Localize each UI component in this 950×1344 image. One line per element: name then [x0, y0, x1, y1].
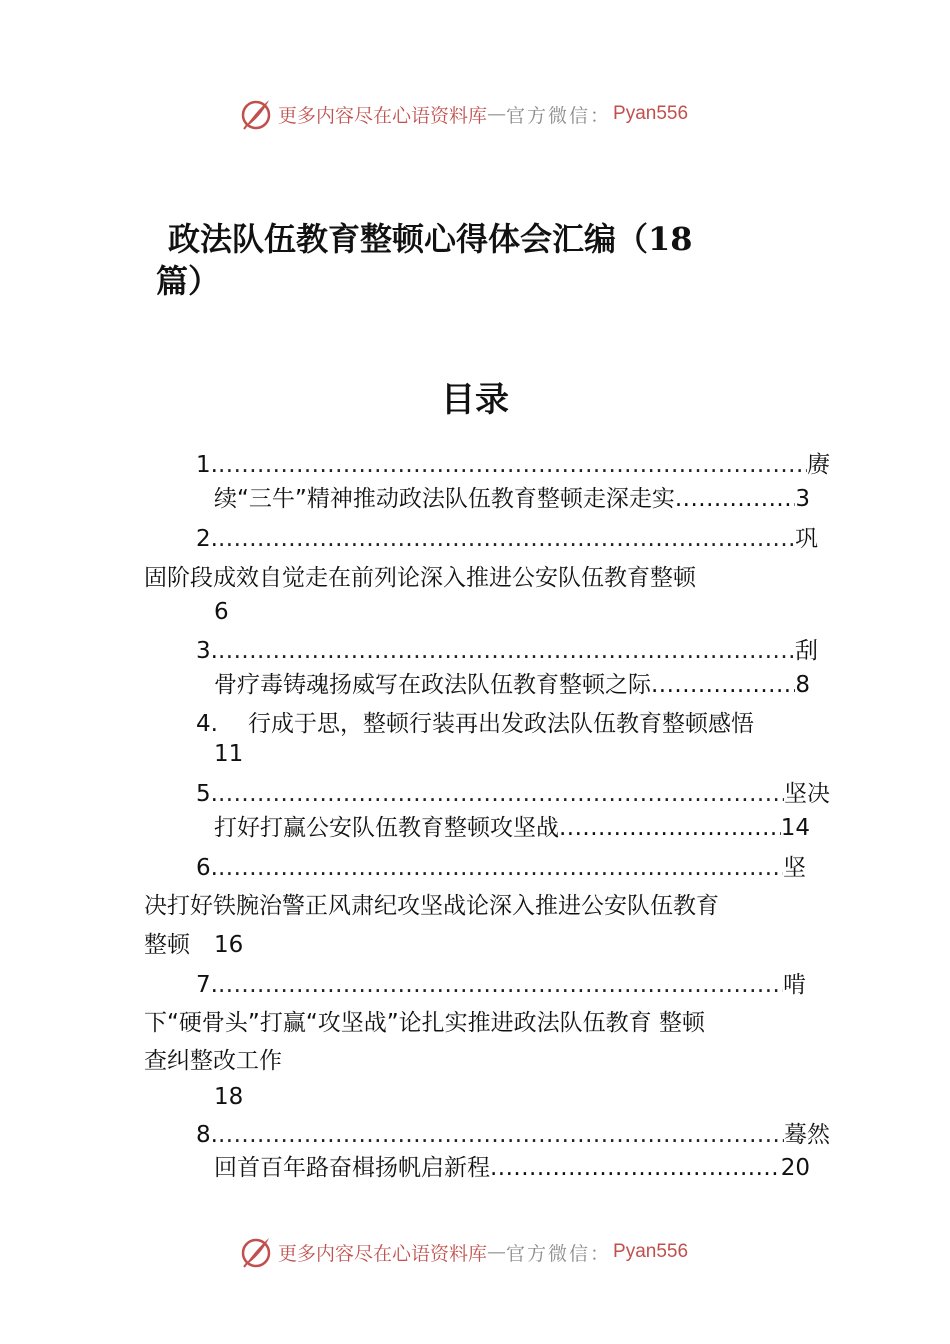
- toc-entry-title: 续“三牛”精神推动政法队伍教育整顿走深走实: [214, 486, 675, 512]
- dot-leader: [218, 450, 807, 480]
- dot-leader: [218, 970, 783, 1000]
- toc-entry-2-title[interactable]: 固阶段成效自觉走在前列论深入推进公安队伍教育整顿: [144, 565, 696, 591]
- toc-entry-2-lead[interactable]: [196, 524, 818, 554]
- toc-entry-6-page: 16: [214, 932, 244, 958]
- dot-leader: [490, 1153, 781, 1183]
- toc-entry-7-lead[interactable]: [196, 970, 806, 1000]
- toc-entry-title-start: 蓦然: [784, 1122, 830, 1148]
- watermark-label: 官方微信：: [506, 104, 612, 127]
- toc-entry-title: 骨疗毒铸魂扬威写在政法队伍教育整顿之际: [214, 672, 651, 698]
- toc-entry-number: 2.: [196, 526, 218, 552]
- dot-leader: [218, 524, 795, 554]
- toc-entry-4-page: 11: [214, 741, 244, 767]
- toc-entry-title-start: 赓: [807, 452, 830, 478]
- toc-entry-number: 5.: [196, 781, 218, 807]
- dot-leader: [218, 636, 795, 666]
- watermark-wechat-id: Pyan556: [613, 103, 689, 124]
- toc-entry-title-start: 刮: [795, 638, 818, 664]
- toc-entry-title-start: 坚: [783, 855, 806, 881]
- footer-watermark: [0, 1232, 950, 1272]
- toc-entry-number: 6.: [196, 855, 218, 881]
- toc-entry-8-lead[interactable]: [196, 1120, 830, 1150]
- header-watermark: [0, 94, 950, 134]
- toc-entry-8-title[interactable]: [214, 1153, 810, 1183]
- toc-entry-6-title-line1[interactable]: 决打好铁腕治警正风肃纪攻坚战论深入推进公安队伍教育: [144, 893, 719, 919]
- quill-logo-icon: [238, 96, 274, 132]
- toc-entry-7-title-line2[interactable]: 查纠整改工作: [144, 1048, 282, 1074]
- document-title-line1: 政法队伍教育整顿心得体会汇编（18: [168, 220, 693, 258]
- toc-entry-title: 回首百年路奋楫扬帆启新程: [214, 1155, 490, 1181]
- toc-entry-number: 3.: [196, 638, 218, 664]
- toc-entry-1-lead[interactable]: [196, 450, 830, 480]
- watermark-label: 官方微信：: [506, 1242, 612, 1265]
- dot-leader: [218, 1120, 784, 1150]
- toc-heading: 目录: [441, 380, 509, 420]
- dot-leader: [559, 813, 781, 843]
- toc-entry-4-number: 4.: [196, 711, 218, 737]
- watermark-site-text: 更多内容尽在心语资料库: [278, 1242, 488, 1265]
- toc-entry-page: 8: [795, 672, 810, 698]
- watermark-site-text: 更多内容尽在心语资料库: [278, 104, 488, 127]
- toc-entry-1-title[interactable]: [214, 484, 810, 514]
- toc-entry-number: 7.: [196, 972, 218, 998]
- toc-entry-3-title[interactable]: [214, 670, 810, 700]
- toc-entry-page: 3: [795, 486, 810, 512]
- toc-entry-number: 1.: [196, 452, 218, 478]
- toc-entry-7-page: 18: [214, 1084, 244, 1110]
- toc-entry-5-title[interactable]: [214, 813, 810, 843]
- watermark-wechat-id: Pyan556: [613, 1241, 689, 1262]
- toc-entry-title-start: 坚决: [784, 781, 830, 807]
- toc-entry-6-lead[interactable]: [196, 853, 806, 883]
- toc-entry-title-start: 巩: [795, 526, 818, 552]
- toc-entry-page: 14: [780, 815, 810, 841]
- toc-entry-3-lead[interactable]: [196, 636, 818, 666]
- toc-entry-2-page: 6: [214, 599, 229, 625]
- dot-leader: [675, 484, 796, 514]
- toc-entry-5-lead[interactable]: [196, 779, 830, 809]
- dot-leader: [651, 670, 795, 700]
- toc-entry-page: 20: [780, 1155, 810, 1181]
- toc-entry-4-title[interactable]: 行成于思，整顿行装再出发政法队伍教育整顿感悟: [248, 711, 754, 737]
- toc-entry-number: 8.: [196, 1122, 218, 1148]
- toc-entry-title: 打好打赢公安队伍教育整顿攻坚战: [214, 815, 559, 841]
- quill-logo-icon: [238, 1234, 274, 1270]
- dot-leader: [218, 779, 784, 809]
- watermark-dash: —: [487, 103, 507, 125]
- document-title-line2: 篇）: [156, 262, 221, 300]
- toc-entry-6-title-line2[interactable]: 整顿: [144, 932, 190, 958]
- dot-leader: [218, 853, 783, 883]
- toc-entry-title-start: 啃: [783, 972, 806, 998]
- toc-entry-7-title-line1[interactable]: 下“硬骨头”打赢“攻坚战”论扎实推进政法队伍教育 整顿: [144, 1010, 705, 1036]
- watermark-dash: —: [487, 1241, 507, 1263]
